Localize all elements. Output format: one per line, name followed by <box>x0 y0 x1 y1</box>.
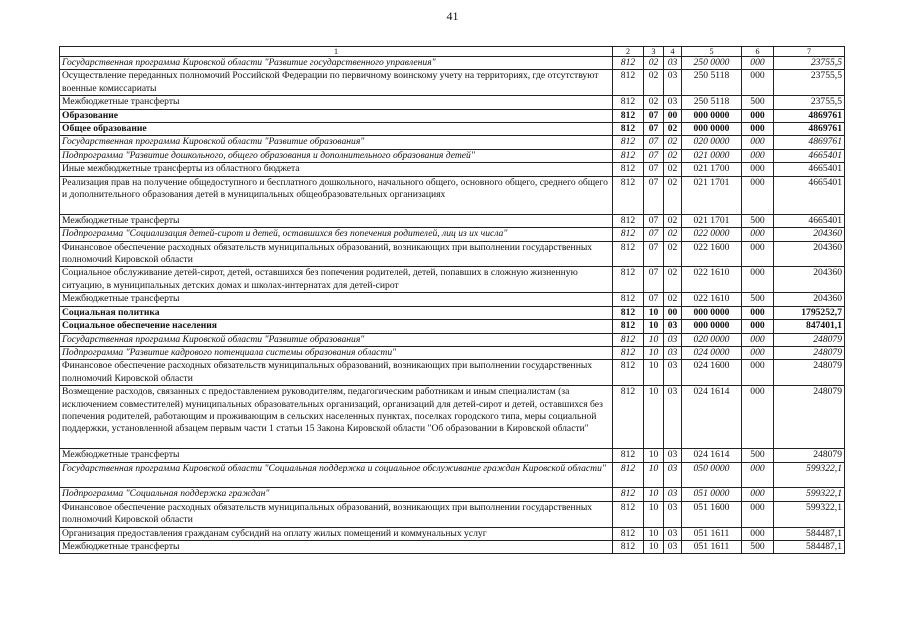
table-row <box>60 267 845 293</box>
row-subsection: 03 <box>664 96 682 109</box>
row-target-article: 021 1700 <box>682 163 742 176</box>
row-subsection: 02 <box>664 123 682 136</box>
row-expense-type: 000 <box>742 163 774 176</box>
page-number: 41 <box>446 9 459 23</box>
row-amount: 4869761 <box>774 109 845 122</box>
row-target-article: 022 1610 <box>682 293 742 306</box>
row-section: 10 <box>644 346 664 359</box>
row-section: 10 <box>644 527 664 540</box>
table-row <box>60 228 845 241</box>
row-section: 02 <box>644 57 664 70</box>
row-grbs: 812 <box>613 241 644 267</box>
column-header: 2 <box>613 47 644 57</box>
row-section: 02 <box>644 70 664 96</box>
row-target-article: 024 1600 <box>682 360 742 386</box>
row-target-article: 020 0000 <box>682 333 742 346</box>
row-subsection: 03 <box>664 333 682 346</box>
row-name: Подпрограмма "Социальная поддержка граждан" <box>60 488 613 501</box>
row-section: 07 <box>644 214 664 227</box>
row-amount: 204360 <box>774 241 845 267</box>
table-header-row <box>60 47 845 57</box>
row-amount: 599322,1 <box>774 488 845 501</box>
row-expense-type: 000 <box>742 346 774 359</box>
row-expense-type: 500 <box>742 449 774 462</box>
row-amount: 23755,5 <box>774 57 845 70</box>
row-amount: 204360 <box>774 267 845 293</box>
table-row <box>60 163 845 176</box>
table-body <box>60 57 845 554</box>
row-target-article: 250 5118 <box>682 70 742 96</box>
row-section: 10 <box>644 360 664 386</box>
row-subsection: 03 <box>664 57 682 70</box>
column-header: 7 <box>774 47 845 57</box>
row-name: Возмещение расходов, связанных с предоставлением руководителям, педагогическим работникам и иным специалистам (за исключением совместителей) муниципальных образовательных организаций, организаций для детей-сирот и детей, оставшихся без попечения родителей, работающим и проживающим в сельских населенных пунктах, поселках городского типа, меры социальной поддержки, установленной абзацем первым части 1 статьи 15 Закона Кировской области "Об образовании в Кировской области" <box>60 386 613 449</box>
row-amount: 4665401 <box>774 214 845 227</box>
row-name: Образование <box>60 109 613 122</box>
row-grbs: 812 <box>613 176 644 214</box>
row-grbs: 812 <box>613 123 644 136</box>
row-section: 07 <box>644 293 664 306</box>
row-expense-type: 500 <box>742 214 774 227</box>
row-amount: 4869761 <box>774 136 845 149</box>
row-amount: 1795252,7 <box>774 306 845 319</box>
row-subsection: 02 <box>664 228 682 241</box>
row-target-article: 051 0000 <box>682 488 742 501</box>
row-target-article: 020 0000 <box>682 136 742 149</box>
row-section: 10 <box>644 320 664 333</box>
row-name: Финансовое обеспечение расходных обязательств муниципальных образований, возникающих при выполнении государственных полномочий Кировской области <box>60 241 613 267</box>
row-amount: 248079 <box>774 360 845 386</box>
row-amount: 23755,5 <box>774 96 845 109</box>
row-expense-type: 000 <box>742 333 774 346</box>
row-grbs: 812 <box>613 527 644 540</box>
row-name: Межбюджетные трансферты <box>60 293 613 306</box>
row-target-article: 000 0000 <box>682 123 742 136</box>
table-row <box>60 488 845 501</box>
row-amount: 248079 <box>774 333 845 346</box>
row-subsection: 03 <box>664 70 682 96</box>
row-section: 07 <box>644 163 664 176</box>
row-grbs: 812 <box>613 346 644 359</box>
row-section: 02 <box>644 96 664 109</box>
row-target-article: 250 5118 <box>682 96 742 109</box>
row-subsection: 02 <box>664 176 682 214</box>
row-grbs: 812 <box>613 57 644 70</box>
row-amount: 4665401 <box>774 176 845 214</box>
row-name: Социальная политика <box>60 306 613 319</box>
row-grbs: 812 <box>613 449 644 462</box>
row-grbs: 812 <box>613 293 644 306</box>
row-section: 07 <box>644 149 664 162</box>
table-row <box>60 176 845 214</box>
row-name: Межбюджетные трансферты <box>60 449 613 462</box>
table-row <box>60 527 845 540</box>
row-subsection: 03 <box>664 527 682 540</box>
row-name: Подпрограмма "Развитие дошкольного, общего образования и дополнительного образования детей" <box>60 149 613 162</box>
row-grbs: 812 <box>613 540 644 553</box>
row-section: 10 <box>644 306 664 319</box>
row-expense-type: 500 <box>742 540 774 553</box>
row-subsection: 03 <box>664 346 682 359</box>
row-grbs: 812 <box>613 149 644 162</box>
row-expense-type: 000 <box>742 386 774 449</box>
row-target-article: 024 1614 <box>682 386 742 449</box>
row-name: Государственная программа Кировской области "Развитие государственного управления" <box>60 57 613 70</box>
row-subsection: 03 <box>664 462 682 488</box>
row-grbs: 812 <box>613 488 644 501</box>
row-grbs: 812 <box>613 136 644 149</box>
table-row <box>60 462 845 488</box>
row-section: 07 <box>644 228 664 241</box>
row-amount: 248079 <box>774 346 845 359</box>
budget-table <box>59 46 845 554</box>
table-row <box>60 293 845 306</box>
row-subsection: 02 <box>664 136 682 149</box>
row-target-article: 250 0000 <box>682 57 742 70</box>
row-expense-type: 000 <box>742 123 774 136</box>
row-section: 10 <box>644 333 664 346</box>
table-row <box>60 241 845 267</box>
row-name: Межбюджетные трансферты <box>60 214 613 227</box>
row-grbs: 812 <box>613 267 644 293</box>
row-target-article: 000 0000 <box>682 320 742 333</box>
table-row <box>60 109 845 122</box>
row-grbs: 812 <box>613 501 644 527</box>
row-grbs: 812 <box>613 70 644 96</box>
row-amount: 4869761 <box>774 123 845 136</box>
column-header: 5 <box>682 47 742 57</box>
row-name: Подпрограмма "Развитие кадрового потенциала системы образования области" <box>60 346 613 359</box>
table-row <box>60 306 845 319</box>
row-grbs: 812 <box>613 320 644 333</box>
row-expense-type: 000 <box>742 149 774 162</box>
row-target-article: 051 1600 <box>682 501 742 527</box>
row-subsection: 03 <box>664 320 682 333</box>
column-header: 6 <box>742 47 774 57</box>
row-grbs: 812 <box>613 360 644 386</box>
row-amount: 4665401 <box>774 163 845 176</box>
row-expense-type: 000 <box>742 70 774 96</box>
table-row <box>60 214 845 227</box>
row-section: 07 <box>644 267 664 293</box>
table-row <box>60 449 845 462</box>
row-grbs: 812 <box>613 228 644 241</box>
row-expense-type: 000 <box>742 176 774 214</box>
row-expense-type: 000 <box>742 527 774 540</box>
row-amount: 599322,1 <box>774 501 845 527</box>
table-row <box>60 360 845 386</box>
row-section: 10 <box>644 386 664 449</box>
row-subsection: 02 <box>664 149 682 162</box>
row-section: 10 <box>644 449 664 462</box>
row-target-article: 022 1610 <box>682 267 742 293</box>
row-grbs: 812 <box>613 109 644 122</box>
row-grbs: 812 <box>613 462 644 488</box>
row-grbs: 812 <box>613 333 644 346</box>
row-expense-type: 000 <box>742 241 774 267</box>
row-name: Организация предоставления гражданам субсидий на оплату жилых помещений и коммунальных услуг <box>60 527 613 540</box>
row-section: 07 <box>644 136 664 149</box>
row-name: Государственная программа Кировской области "Развитие образования" <box>60 136 613 149</box>
row-name: Государственная программа Кировской области "Развитие образования" <box>60 333 613 346</box>
row-section: 10 <box>644 462 664 488</box>
row-name: Социальное обслуживание детей-сирот, детей, оставшихся без попечения родителей, детей, попавших в сложную жизненную ситуацию, в муниципальных детских домах и школах-интернатах для детей-сирот <box>60 267 613 293</box>
row-section: 07 <box>644 109 664 122</box>
row-target-article: 051 1611 <box>682 527 742 540</box>
row-target-article: 051 1611 <box>682 540 742 553</box>
row-target-article: 000 0000 <box>682 306 742 319</box>
row-amount: 204360 <box>774 293 845 306</box>
row-expense-type: 000 <box>742 320 774 333</box>
row-amount: 584487,1 <box>774 540 845 553</box>
row-expense-type: 000 <box>742 228 774 241</box>
row-grbs: 812 <box>613 96 644 109</box>
row-expense-type: 000 <box>742 109 774 122</box>
row-target-article: 021 0000 <box>682 149 742 162</box>
table-row <box>60 149 845 162</box>
row-amount: 584487,1 <box>774 527 845 540</box>
row-subsection: 02 <box>664 214 682 227</box>
row-subsection: 02 <box>664 241 682 267</box>
row-amount: 599322,1 <box>774 462 845 488</box>
row-subsection: 03 <box>664 488 682 501</box>
table-row <box>60 136 845 149</box>
row-section: 07 <box>644 241 664 267</box>
row-name: Подпрограмма "Социализация детей-сирот и детей, оставшихся без попечения родителей, лиц из их числа" <box>60 228 613 241</box>
row-target-article: 021 1701 <box>682 176 742 214</box>
row-grbs: 812 <box>613 163 644 176</box>
row-amount: 248079 <box>774 386 845 449</box>
table-row <box>60 96 845 109</box>
row-name: Иные межбюджетные трансферты из областного бюджета <box>60 163 613 176</box>
column-header: 1 <box>60 47 613 57</box>
row-expense-type: 000 <box>742 488 774 501</box>
row-name: Осуществление переданных полномочий Российской Федерации по первичному воинскому учету на территориях, где отсутствуют военные комиссариаты <box>60 70 613 96</box>
row-name: Общее образование <box>60 123 613 136</box>
row-amount: 4665401 <box>774 149 845 162</box>
row-amount: 248079 <box>774 449 845 462</box>
row-subsection: 03 <box>664 540 682 553</box>
row-subsection: 02 <box>664 163 682 176</box>
row-grbs: 812 <box>613 386 644 449</box>
row-expense-type: 000 <box>742 462 774 488</box>
row-section: 10 <box>644 501 664 527</box>
row-subsection: 02 <box>664 293 682 306</box>
row-subsection: 03 <box>664 501 682 527</box>
row-expense-type: 000 <box>742 267 774 293</box>
row-amount: 847401,1 <box>774 320 845 333</box>
row-expense-type: 500 <box>742 96 774 109</box>
row-target-article: 022 1600 <box>682 241 742 267</box>
row-target-article: 050 0000 <box>682 462 742 488</box>
table-row <box>60 333 845 346</box>
row-subsection: 02 <box>664 267 682 293</box>
row-expense-type: 000 <box>742 360 774 386</box>
row-section: 07 <box>644 123 664 136</box>
row-subsection: 03 <box>664 360 682 386</box>
row-name: Межбюджетные трансферты <box>60 96 613 109</box>
row-target-article: 000 0000 <box>682 109 742 122</box>
row-expense-type: 500 <box>742 293 774 306</box>
row-subsection: 03 <box>664 449 682 462</box>
row-name: Финансовое обеспечение расходных обязательств муниципальных образований, возникающих при выполнении государственных полномочий Кировской области <box>60 360 613 386</box>
row-expense-type: 000 <box>742 136 774 149</box>
row-amount: 204360 <box>774 228 845 241</box>
row-expense-type: 000 <box>742 306 774 319</box>
row-target-article: 021 1701 <box>682 214 742 227</box>
table-row <box>60 386 845 449</box>
table-row <box>60 540 845 553</box>
table-row <box>60 123 845 136</box>
table-row <box>60 57 845 70</box>
row-section: 10 <box>644 540 664 553</box>
row-name: Реализация прав на получение общедоступного и бесплатного дошкольного, начального общего, основного общего, среднего общего и дополнительного образования детей в муниципальных общеобразовательных организациях <box>60 176 613 214</box>
row-name: Финансовое обеспечение расходных обязательств муниципальных образований, возникающих при выполнении государственных полномочий Кировской области <box>60 501 613 527</box>
row-grbs: 812 <box>613 306 644 319</box>
row-target-article: 024 0000 <box>682 346 742 359</box>
table-row <box>60 320 845 333</box>
table-row <box>60 346 845 359</box>
column-header: 3 <box>644 47 664 57</box>
row-section: 07 <box>644 176 664 214</box>
row-name: Государственная программа Кировской области "Социальная поддержка и социальное обслуживание граждан Кировской области" <box>60 462 613 488</box>
row-subsection: 03 <box>664 386 682 449</box>
row-grbs: 812 <box>613 214 644 227</box>
row-subsection: 00 <box>664 306 682 319</box>
row-target-article: 024 1614 <box>682 449 742 462</box>
row-target-article: 022 0000 <box>682 228 742 241</box>
row-section: 10 <box>644 488 664 501</box>
row-expense-type: 000 <box>742 501 774 527</box>
row-amount: 23755,5 <box>774 70 845 96</box>
column-header: 4 <box>664 47 682 57</box>
row-subsection: 00 <box>664 109 682 122</box>
table-row <box>60 70 845 96</box>
row-name: Социальное обеспечение населения <box>60 320 613 333</box>
row-expense-type: 000 <box>742 57 774 70</box>
row-name: Межбюджетные трансферты <box>60 540 613 553</box>
table-row <box>60 501 845 527</box>
